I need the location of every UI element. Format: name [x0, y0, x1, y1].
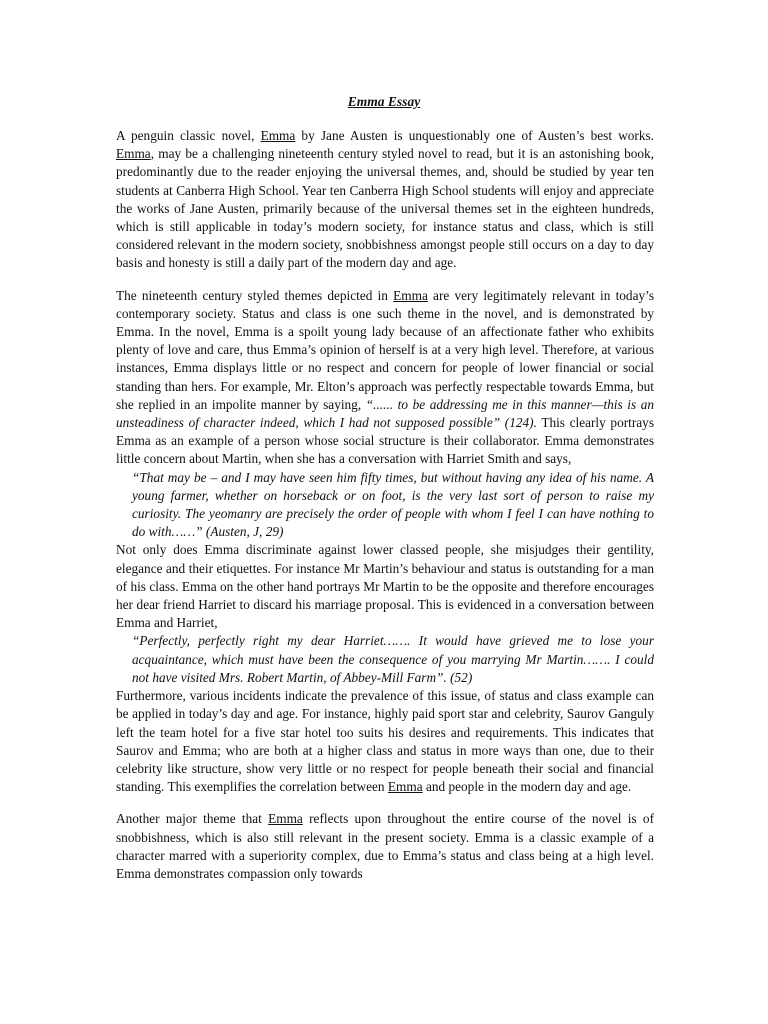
text-run: Furthermore, various incidents indicate the prevalence of this issue, of status and class example can be applied in today’s day and age. For instance, highly paid sport star and celebrity, Saurov Ganguly left the team hotel for a five star hotel too suits his desires and requirements. This indicates that Saurov and Emma; who are both at a higher class and status in more ways than one, due to their celebrity like structure, show very little or no respect for people beneath their social and financial standing. This exemplifies the correlation between [116, 688, 654, 795]
paragraph-intro [116, 127, 654, 273]
essay-title: Emma Essay [347, 94, 421, 109]
text-run: and people in the modern day and age. [422, 779, 632, 795]
inline-quote: “...... to be addressing me in this manner—this is an unsteadiness of character indeed, which I had not supposed possible” (124). [116, 396, 655, 431]
text-run: are very legitimately relevant in today’s contemporary society. Status and class is one such theme in the novel, and is demonstrated by Emma. In the novel, Emma is a spoilt young lady because of an affectionate father who exhibits plenty of love and care, thus Emma’s opinion of herself is at a very high level. Therefore, at various instances, Emma displays little or no respect and concern for people of lower financial or social standing than hers. For example, Mr. Elton’s approach was perfectly respectable towards Emma, but she replied in an impolite manner by saying, [116, 287, 654, 412]
paragraph-status-class [116, 287, 654, 469]
text-run: , may be a challenging nineteenth century styled novel to read, but it is an astonishing book, predominantly due to the reader enjoying the universal themes, and, should be studied by year ten students at Canberra High School. Year ten Canberra High School students will enjoy and appreciate the works of Jane Austen, primarily because of the universal themes set in the eighteen hundreds, which is still applicable in today’s modern society, for instance status and class, which is still considered relevant in the modern society, snobbishness amongst people still occurs on a day to day basis and honesty is still a daily part of the modern day and age. [116, 146, 654, 271]
book-title-underlined: Emma [260, 128, 296, 143]
text-run: A penguin classic novel, [116, 128, 261, 143]
block-quote-martin: “That may be – and I may have seen him fifty times, but without having any idea of his name. A young farmer, whether on horseback or on foot, is the very last sort of person to raise my curiosity. The yeomanry are precisely the order of people with whom I feel I can have nothing to do with……” (Austen, J, 29) [132, 469, 654, 540]
block-quote-harriet: “Perfectly, perfectly right my dear Harriet……. It would have grieved me to lose your acquaintance, which must have been the consequence of you marrying Mr Martin……. I could not have visited Mrs. Robert Martin, of Abbey-Mill Farm”. (52) [132, 633, 654, 685]
paragraph-gentility: Not only does Emma discriminate against lower classed people, she misjudges their gentility, elegance and their etiquettes. For instance Mr Martin’s behaviour and status is outstanding for a man of his class. Emma on the other hand portrays Mr Martin to be the opposite and therefore encourages her dear friend Harriet to discard his marriage proposal. This is evidenced in a conversation between Emma and Harriet, [116, 542, 654, 631]
book-title-underlined: Emma [116, 146, 151, 162]
text-run: by Jane Austen is unquestionably one of Austen’s best works. [295, 128, 654, 143]
book-title-underlined: Emma [268, 811, 303, 827]
essay-body [116, 127, 654, 897]
paragraph-snobbishness [116, 810, 654, 883]
text-run: reflects upon throughout the entire course of the novel is of snobbishness, which is also still relevant in the present society. Emma is a classic example of a character marred with a superiority complex, due to Emma’s status and class being at a high level. Emma demonstrates compassion only towards [116, 811, 654, 881]
text-run: The nineteenth century styled themes depicted in [116, 287, 394, 303]
paragraph-modern-example [116, 687, 654, 796]
text-run: Another major theme that [116, 811, 269, 827]
book-title-underlined: Emma [393, 287, 428, 303]
text-run: This clearly portrays Emma as an example of a person whose social structure is their collaborator. Emma demonstrates little concern about Martin, when she has a conversation with Harriet Smith and says, [116, 415, 654, 467]
book-title-underlined: Emma [387, 779, 423, 795]
